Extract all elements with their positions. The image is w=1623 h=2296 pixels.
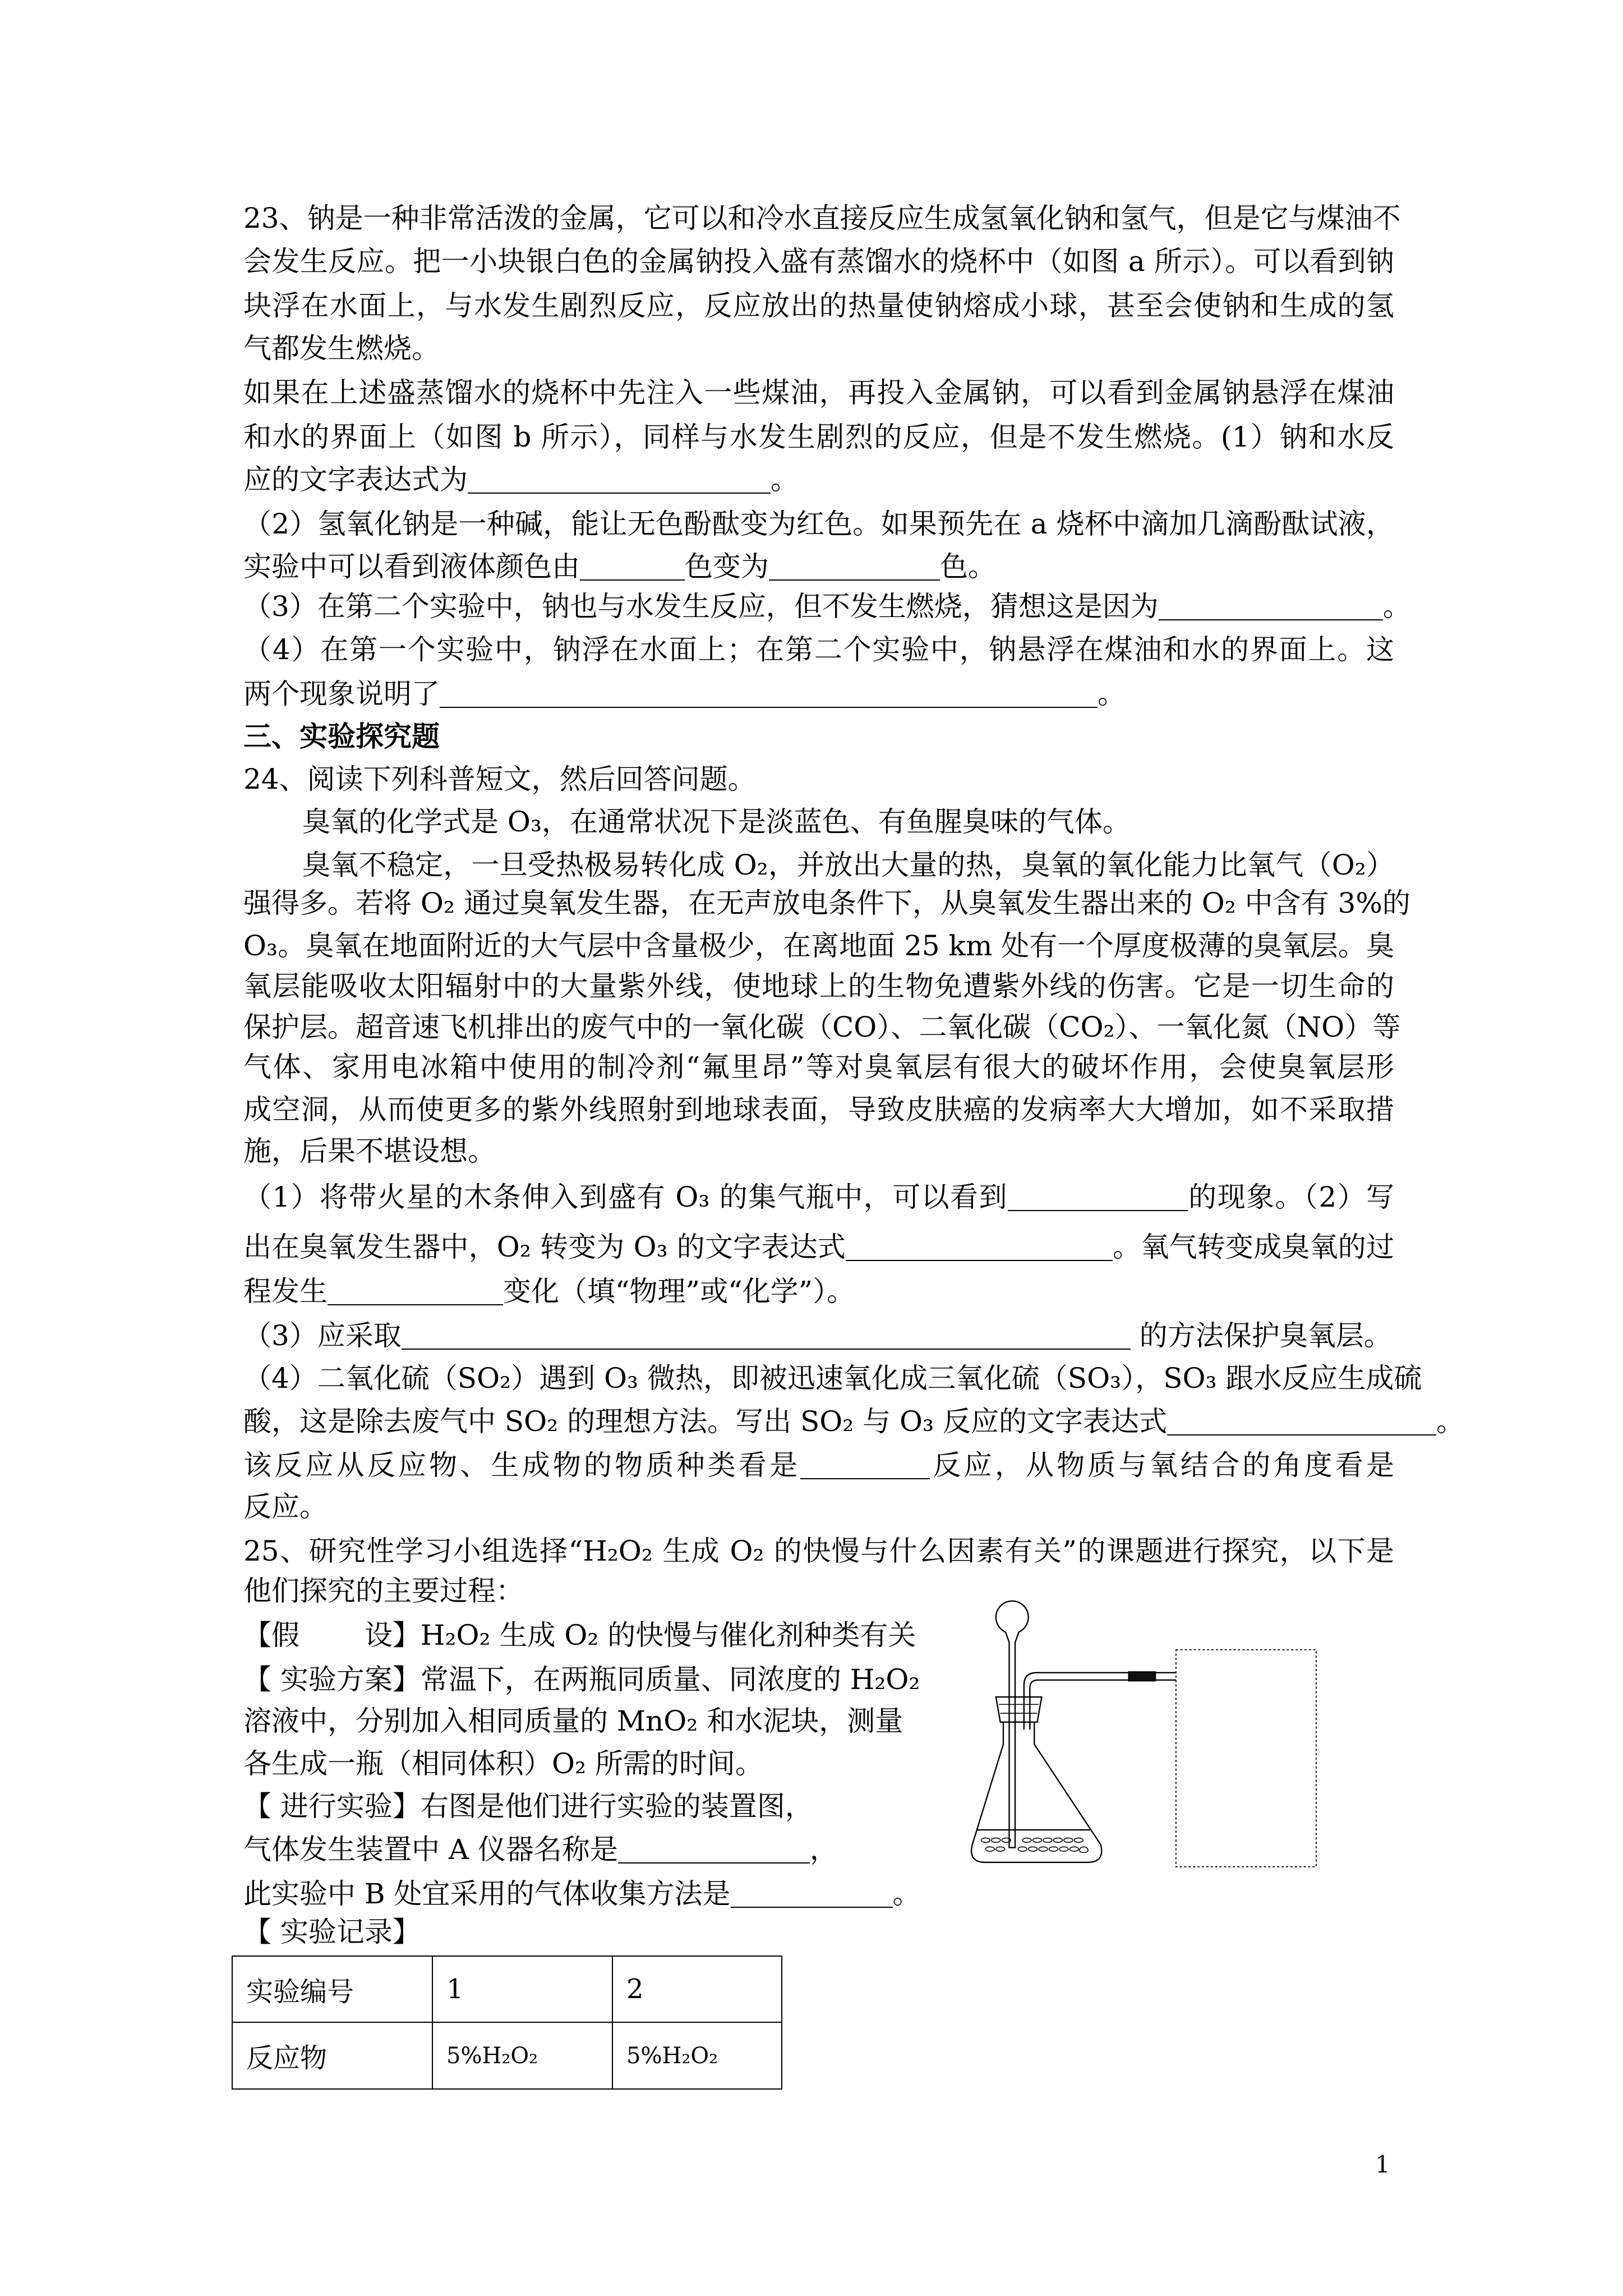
q23-line-9: [243, 545, 996, 588]
answer-blank: [468, 470, 771, 494]
answer-blank: [769, 557, 940, 581]
q24-line-4: 强得多。若将 O₂ 通过臭氧发生器，在无声放电条件下，从臭氧发生器出来的 O₂ 中含有 3%的: [243, 887, 1410, 919]
table-header-row: [232, 1956, 782, 2022]
q24-line-12-text-a: 出在臭氧发生器中，O₂ 转变为 O₃ 的文字表达式: [243, 1231, 846, 1263]
answer-blank: [800, 1456, 930, 1479]
answer-blank: [1159, 597, 1383, 620]
q23-line-9-text-c: 色。: [940, 550, 996, 583]
q23-line-8: （2）氢氧化钠是一种碱，能让无色酚酞变为红色。如果预先在 a 烧杯中滴加几滴酚酞试液，: [243, 508, 1394, 540]
q25-collection-question: [243, 1872, 921, 1916]
q25-instrument-question: [243, 1828, 838, 1871]
table-cell: 5%H₂O₂: [432, 2022, 612, 2089]
q23-line-9-text-a: 实验中可以看到液体颜色由: [243, 550, 580, 583]
rubber-tube: [1129, 1672, 1155, 1681]
q24-line-16: [243, 1400, 1464, 1443]
q24-line-14: [243, 1314, 1392, 1358]
q25-experiment-line: 【 进行实验】右图是他们进行实验的装置图，: [243, 1790, 813, 1823]
answer-blank: [440, 684, 1098, 708]
q23-line-12-text-b: 。: [1098, 678, 1126, 710]
q25-line-2: 他们探究的主要过程：: [243, 1575, 524, 1607]
table-header-cell: 实验编号: [232, 1956, 432, 2022]
q24-line-17-text-b: 反应，从物质与氧结合的角度看是: [930, 1449, 1395, 1481]
q24-line-12-text-b: 。氧气转变成臭氧的过: [1112, 1231, 1394, 1263]
q23-line-7-text-b: 。: [771, 463, 799, 496]
q23-line-9-text-b: 色变为: [685, 550, 769, 583]
q24-line-16-text-a: 酸，这是除去废气中 SO₂ 的理想方法。写出 SO₂ 与 O₃ 反应的文字表达式: [243, 1405, 1167, 1438]
table-header-cell: 2: [612, 1956, 782, 2022]
collection-area-b: [1176, 1650, 1316, 1867]
q24-line-11: [243, 1175, 1394, 1219]
q24-line-18: 反应。: [243, 1490, 328, 1523]
q23-line-3: 块浮在水面上，与水发生剧烈反应，反应放出的热量使钠熔成小球，甚至会使钠和生成的氢: [243, 289, 1394, 322]
q23-line-10-text-b: 。: [1382, 590, 1411, 623]
answer-blank: [328, 1282, 503, 1305]
q23-line-4: 气都发生燃烧。: [243, 332, 440, 365]
q25-record-heading: 【 实验记录】: [243, 1916, 421, 1948]
q24-line-17: [243, 1443, 1394, 1487]
table-row: [232, 2022, 782, 2089]
q24-line-14-text-b: 的方法保护臭氧层。: [1130, 1319, 1392, 1352]
q25-line-1: 25、研究性学习小组选择“H₂O₂ 生成 O₂ 的快慢与什么因素有关”的课题进行探究，以下是: [243, 1535, 1394, 1567]
q25-instrument-text-a: 气体发生装置中 A 仪器名称是: [243, 1833, 618, 1866]
q25-collection-text-a: 此实验中 B 处宜采用的气体收集方法是: [243, 1878, 731, 1910]
q23-line-6: 和水的界面上（如图 b 所示），同样与水发生剧烈的反应，但是不发生燃烧。(1）钠和水反: [243, 421, 1394, 453]
table-header-cell: 1: [432, 1956, 612, 2022]
q24-line-5: O₃。臭氧在地面附近的大气层中含量极少，在离地面 25 km 处有一个厚度极薄的臭氧层。臭: [243, 930, 1394, 962]
q24-line-12: [243, 1225, 1394, 1269]
answer-blank: [731, 1884, 893, 1908]
q24-line-13: [243, 1269, 855, 1313]
q24-line-1: 24、阅读下列科普短文，然后回答问题。: [243, 763, 756, 795]
experiment-record-table: [232, 1955, 782, 2090]
q24-line-17-text-a: 该反应从反应物、生成物的物质种类看是: [243, 1449, 801, 1481]
answer-blank: [580, 557, 685, 581]
q24-line-16-text-b: 。: [1436, 1405, 1464, 1438]
q24-line-9: 成空洞，从而使更多的紫外线照射到地球表面，导致皮肤癌的发病率大大增加，如不采取措: [243, 1093, 1394, 1126]
q23-line-7: [243, 458, 799, 501]
q25-collection-text-b: 。: [892, 1878, 921, 1910]
q23-line-2: 会发生反应。把一小块银白色的金属钠投入盛有蒸馏水的烧杯中（如图 a 所示）。可以看到钠: [243, 245, 1394, 278]
answer-blank: [402, 1326, 1131, 1350]
q24-line-7: 保护层。超音速飞机排出的废气中的一氧化碳（CO）、二氧化碳（CO₂）、一氧化氮（NO）等: [243, 1011, 1401, 1043]
q23-line-11: （4）在第一个实验中，钠浮在水面上；在第二个实验中，钠悬浮在煤油和水的界面上。这: [243, 633, 1394, 666]
q25-plan-line-2: 溶液中，分别加入相同质量的 MnO₂ 和水泥块，测量: [243, 1705, 903, 1737]
q24-line-11-text-b: 的现象。（2）写: [1187, 1181, 1394, 1213]
q23-line-10-text-a: （3）在第二个实验中，钠也与水发生反应，但不发生燃烧，猜想这是因为: [243, 590, 1159, 623]
q24-line-13-text-b: 变化（填“物理”或“化学”）。: [503, 1275, 855, 1308]
q24-line-14-text-a: （3）应采取: [243, 1319, 402, 1352]
q24-line-8: 气体、家用电冰箱中使用的制冷剂“氟里昂”等对臭氧层有很大的破坏作用，会使臭氧层形: [243, 1051, 1394, 1083]
q23-line-5: 如果在上述盛蒸馏水的烧杯中先注入一些煤油，再投入金属钠，可以看到金属钠悬浮在煤油: [243, 376, 1394, 409]
q24-line-10: 施，后果不堪设想。: [243, 1135, 496, 1167]
q25-plan-line-3: 各生成一瓶（相同体积）O₂ 所需的时间。: [243, 1747, 763, 1780]
q24-line-2: 臭氧的化学式是 O₃，在通常状况下是淡蓝色、有鱼腥臭味的气体。: [302, 806, 1131, 838]
answer-blank: [618, 1840, 810, 1864]
liquid-particles: [981, 1838, 1089, 1853]
answer-blank: [846, 1237, 1113, 1261]
answer-blank: [1008, 1188, 1188, 1211]
q23-line-10: [243, 585, 1411, 628]
q24-line-11-text-a: （1）将带火星的木条伸入到盛有 O₃ 的集气瓶中，可以看到: [243, 1181, 1008, 1213]
apparatus-diagram: [959, 1594, 1328, 1874]
q24-line-13-text-a: 程发生: [243, 1275, 328, 1308]
apparatus-drawing: [971, 1601, 1316, 1867]
tube-connector: [1155, 1673, 1176, 1680]
q24-line-15: （4）二氧化硫（SO₂）遇到 O₃ 微热，即被迅速氧化成三氧化硫（SO₃），SO₃ 跟水反应生成硫: [243, 1362, 1422, 1395]
q25-hypothesis: 【假 设】H₂O₂ 生成 O₂ 的快慢与催化剂种类有关: [243, 1619, 916, 1651]
rubber-stopper: [996, 1697, 1042, 1722]
table-cell: 反应物: [232, 2022, 432, 2089]
table-cell: 5%H₂O₂: [612, 2022, 782, 2089]
q23-line-12: [243, 672, 1126, 716]
q23-line-1: 23、钠是一种非常活泼的金属，它可以和冷水直接反应生成氢氧化钠和氢气，但是它与煤油不: [243, 202, 1401, 234]
section-heading: 三、实验探究题: [243, 720, 440, 753]
answer-blank: [1167, 1412, 1436, 1435]
q23-line-12-text-a: 两个现象说明了: [243, 678, 440, 710]
q23-line-7-text-a: 应的文字表达式为: [243, 463, 468, 496]
q24-line-6: 氧层能吸收太阳辐射中的大量紫外线，使地球上的生物免遭紫外线的伤害。它是一切生命的: [243, 970, 1394, 1002]
q24-line-3: 臭氧不稳定，一旦受热极易转化成 O₂，并放出大量的热，臭氧的氧化能力比氧气（O₂）: [302, 849, 1394, 881]
q25-plan-line-1: 【 实验方案】常温下，在两瓶同质量、同浓度的 H₂O₂: [243, 1663, 920, 1696]
q25-instrument-text-b: ，: [809, 1833, 838, 1866]
page-number: 1: [1375, 2151, 1390, 2178]
